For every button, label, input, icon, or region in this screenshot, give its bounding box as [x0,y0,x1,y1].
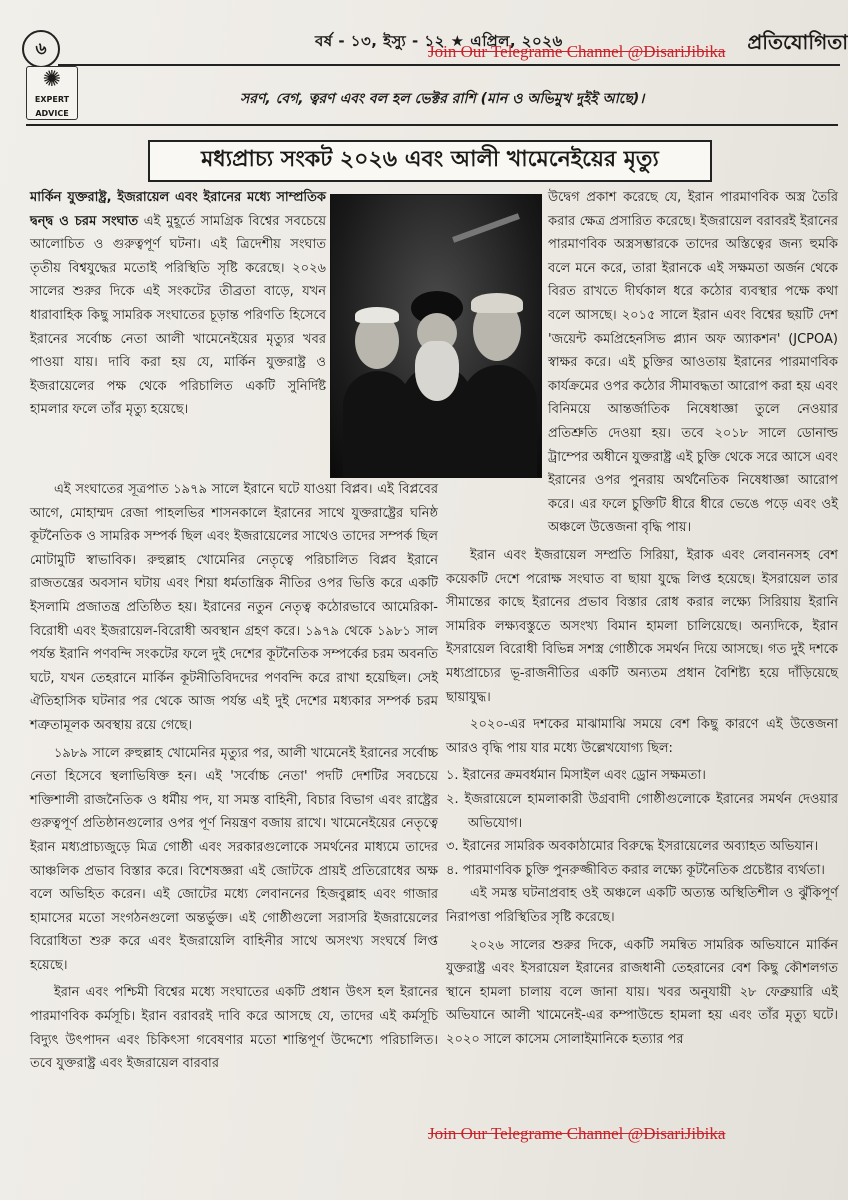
list-item: ২. ইজরায়েলে হামলাকারী উগ্রবাদী গোষ্ঠীগুলোকে ইরানের সমর্থন দেওয়ার অভিযোগ। [446,791,838,831]
reasons-list [446,764,838,882]
beard-center [415,341,459,401]
list-item: ১. ইরানের ক্রমবর্ধমান মিসাইল এবং ড্রোন সক্ষমতা। [446,768,706,784]
paragraph-nuclear: ইরান এবং পশ্চিমী বিশ্বের মধ্যে সংঘাতের একটি প্রধান উৎস হল ইরানের পারমাণবিক কর্মসূচি। ইরান বরাবরই দাবি করে আসছে যে, তাদের এই কর্মসূচি বিদ্যুৎ উৎপাদন এবং চিকিৎসা গবেষণার মতো শান্তিপূর্ণ উদ্দেশ্যে পরিচালিত। তবে যুক্তরাষ্ট্র এবং ইজরায়েল বারবার [30,985,438,1072]
watermark-top: Join Our Telegrame Channel @DisariJibika [428,42,726,61]
paragraph-intro [30,186,326,422]
running-header: বর্ষ - ১৩, ইস্যু - ১২ ★ এপ্রিল, ২০২৬ [315,32,563,50]
paragraph-2026-attack: ২০২৬ সালের শুরুর দিকে, একটি সমন্বিত সামরিক অভিযানে মার্কিন যুক্তরাষ্ট্র এবং ইসরায়েল ইরানের রাজধানী তেহরানের বেশ কিছু কৌশলগত স্থানে হামলা চালায় বলে জানা যায়। খবর অনুযায়ী ২৮ ফেব্রুয়ারি এই অভিযানে আলী খামেনেই-এর কম্পাউন্ডে হামলা হয় এবং তাঁর মৃত্যু ঘটে। ২০২০ সালে কাসেম সোলাইমানিকে হত্যার পর [446,937,838,1047]
paragraph-instability: এই সমস্ত ঘটনাপ্রবাহ ওই অঞ্চলে একটি অত্যন্ত অস্থিতিশীল ও ঝুঁকিপূর্ণ নিরাপত্তা পরিস্থিতির সৃষ্টি করেছে। [446,886,838,925]
hair-right [471,293,523,313]
aircraft-silhouette [452,213,520,243]
column-left [30,478,438,1080]
list-item: ৪. পারমাণবিক চুক্তি পুনরুজ্জীবিত করার লক্ষ্যে কূটনৈতিক প্রচেষ্টার ব্যর্থতা। [446,862,825,878]
tagline: সরণ, বেগ, ত্বরণ এবং বল হল ভেক্টর রাশি (মান ও অভিমুখ দুইই আছে)। [240,91,645,107]
expert-advice-logo [26,66,78,120]
header-rule [58,64,840,66]
page-number: ৬ [22,30,60,68]
intro-bold: মার্কিন যুক্তরাষ্ট্র, ইজরায়েল এবং ইরানের মধ্যে সাম্প্রতিক দ্বন্দ্ব ও চরম সংঘাত [30,190,326,229]
tagline-rule [26,124,838,126]
magazine-brand: প্রতিযোগিতা [747,30,848,54]
watermark-bottom: Join Our Telegrame Channel @DisariJibika [428,1124,726,1143]
article-photo [330,194,542,478]
article-headline: মধ্যপ্রাচ্য সংকট ২০২৬ এবং আলী খামেনেইয়ের মৃত্যু [201,147,659,172]
person-right [461,365,537,478]
intro-text: এই মুহূর্তে সামগ্রিক বিশ্বের সবচেয়ে আলোচিত ও গুরুত্বপূর্ণ ঘটনা। এই ত্রিদেশীয় সংঘাত তৃতীয় বিশ্বযুদ্ধের মতোই পরিস্থিতি সৃষ্টি করেছে। ২০২৬ সালের শুরুর দিকে এই সংকটের তীব্রতা বাড়ে, যখন ধারাবাহিক কিছু সামরিক সংঘাতের চূড়ান্ত পরিণতি হিসেবে ইরানের সর্বোচ্চ নেতা আলী খামেনেইয়ের মৃত্যুর খবর পাওয়া যায়। দাবি করা হয় যে, মার্কিন যুক্তরাষ্ট্র ও ইজরায়েলের পক্ষ থেকে পরিচালিত একটি সুনির্দিষ্ট হামলার ফলে তাঁর মৃত্যু হয়েছে। [30,213,326,418]
column-right-top [548,186,838,544]
headline-box [148,140,712,182]
column-left-top [30,186,326,426]
paragraph-khamenei: ১৯৮৯ সালে রুহুল্লাহ খোমেনির মৃত্যুর পর, আলী খামেনেই ইরানের সর্বোচ্চ নেতা হিসেবে স্থলাভিষিক্ত হন। এই 'সর্বোচ্চ নেতা' পদটি দেশটির সবচেয়ে শক্তিশালী রাজনৈতিক ও ধর্মীয় পদ, যা সমস্ত বাহিনী, বিচার বিভাগ এবং রাষ্ট্রের গুরুত্বপূর্ণ প্রতিষ্ঠানগুলোর ওপর পূর্ণ নিয়ন্ত্রণ বজায় রাখে। খামেনেইয়ের নেতৃত্বে ইরান মধ্যপ্রাচ্যজুড়ে মিত্র গোষ্ঠী এবং সরকারগুলোকে সমর্থনের মাধ্যমে তাদের আঞ্চলিক প্রভাব বিস্তার করে। বিশেষজ্ঞরা এই জোটকে প্রায়ই প্রতিরোধের অক্ষ বলে অভিহিত করেন। এই জোটের মধ্যে লেবাননের হিজবুল্লাহ এবং গাজার হামাসের মতো সংগঠনগুলো অন্তর্ভুক্ত। এই গোষ্ঠীগুলো সরাসরি ইজরায়েলের বিরোধিতা শুরু করে এবং ইজরায়েলি বাহিনীর সাথে অসংখ্য সংঘর্ষে লিপ্ত হয়েছে। [30,745,438,973]
paragraph-jcpoa: উদ্বেগ প্রকাশ করেছে যে, ইরান পারমাণবিক অস্ত্র তৈরি করার ক্ষেত্র প্রসারিত করেছে। ইজরায়েল বরাবরই ইরানের পারমাণবিক অস্ত্রসম্ভারকে তাদের অস্তিত্বের জন্য হুমকি বলে মনে করে, তারা ইরানকে এই সক্ষমতা অর্জন থেকে বিরত রাখতে দীর্ঘকাল ধরে কঠোর ব্যবস্থার পক্ষে কথা বলে আসছে। ২০১৫ সালে ইরান এবং বিশ্বের ছয়টি দেশ 'জয়েন্ট কমপ্রিহেনসিভ প্ল্যান অফ অ্যাকশন' (JCPOA) স্বাক্ষর করে। এই চুক্তির আওতায় ইরানের পারমাণবিক কার্যক্রমের ওপর কঠোর সীমাবদ্ধতা আরোপ করা হয় এবং বিনিময়ে আন্তর্জাতিক নিষেধাজ্ঞা তুলে নেওয়ার প্রতিশ্রুতি দেওয়া হয়। তবে ২০১৮ সালে ডোনাল্ড ট্রাম্পের অধীনে যুক্তরাষ্ট্র এই চুক্তি থেকে সরে আসে এবং ইরানের ওপর পুনরায় অর্থনৈতিক নিষেধাজ্ঞা আরোপ করে। এর ফলে চুক্তিটি ধীরে ধীরে ভেঙে পড়ে এবং ওই অঞ্চলে উত্তেজনা বৃদ্ধি পায়। [548,190,838,536]
list-item: ৩. ইরানের সামরিক অবকাঠামোর বিরুদ্ধে ইসরায়েলের অব্যাহত অভিযান। [446,839,819,855]
paragraph-shadow-war: ইরান এবং ইজরায়েল সম্প্রতি সিরিয়া, ইরাক এবং লেবাননসহ বেশ কয়েকটি দেশে পরোক্ষ সংঘাত বা ছায়া যুদ্ধে লিপ্ত হয়েছে। ইসরায়েল তার সীমান্তের কাছে ইরানের প্রভাব বিস্তার রোধ করার লক্ষ্যে সিরিয়ায় ইরানি সামরিক লক্ষ্যবস্তুতে অসংখ্য বিমান হামলা চালিয়েছে। অন্যদিকে, ইরান ইসরায়েল বিরোধী বিভিন্ন সশস্ত্র গোষ্ঠীকে সমর্থন দিয়ে আসছে। গত দুই দশকে মধ্যপ্রাচ্যের ভূ-রাজনীতির একটি অন্যতম প্রধান বৈশিষ্ট্য হয়ে দাঁড়িয়েছে ছায়াযুদ্ধ। [446,548,838,705]
logo-label: EXPERT ADVICE [34,95,70,118]
paragraph-history: এই সংঘাতের সূত্রপাত ১৯৭৯ সালে ইরানে ঘটে যাওয়া বিপ্লব। এই বিপ্লবের আগে, মোহাম্মদ রেজা পাহলভির শাসনকালে ইরানের সাথে যুক্তরাষ্ট্রের ঘনিষ্ঠ কূটনৈতিক ও সামরিক সম্পর্ক ছিল এবং ইজরায়েলের সাথেও তাদের সম্পর্ক ছিল মোটামুটি স্বাভাবিক। রুহুল্লাহ খোমেনির নেতৃত্বে পরিচালিত বিপ্লব ইরানে রাজতন্ত্রের অবসান ঘটায় এবং শিয়া ধর্মতান্ত্রিক নীতির ওপর ভিত্তি করে একটি ইসলামি প্রজাতন্ত্র প্রতিষ্ঠিত হয়। ইরানের নতুন নেতৃত্ব কঠোরভাবে আমেরিকা-বিরোধী এবং ইজরায়েল-বিরোধী অবস্থান গ্রহণ করে। ১৯৭৯ থেকে ১৯৮১ সাল পর্যন্ত ইরানি পণবন্দি সংকটের ফলে দুই দেশের কূটনৈতিক সম্পর্কের চরম অবনতি ঘটে, যখন তেহরানে মার্কিন কূটনীতিবিদদের পণবন্দি করে রাখা হয়েছিল। সেই ঐতিহাসিক ঘটনার পর থেকে আজ পর্যন্ত এই দুই দেশের মধ্যকার সম্পর্ক চরম শত্রুতামূলক অবস্থায় রয়ে গেছে। [30,482,438,733]
lightbulb-icon: ✺ [42,67,62,92]
paragraph-tension: ২০২০-এর দশকের মাঝামাঝি সময়ে বেশ কিছু কারণে এই উত্তেজনা আরও বৃদ্ধি পায় যার মধ্যে উল্লেখযোগ্য ছিল: [446,717,838,756]
column-right [446,544,838,1055]
kippah-left [355,307,399,323]
